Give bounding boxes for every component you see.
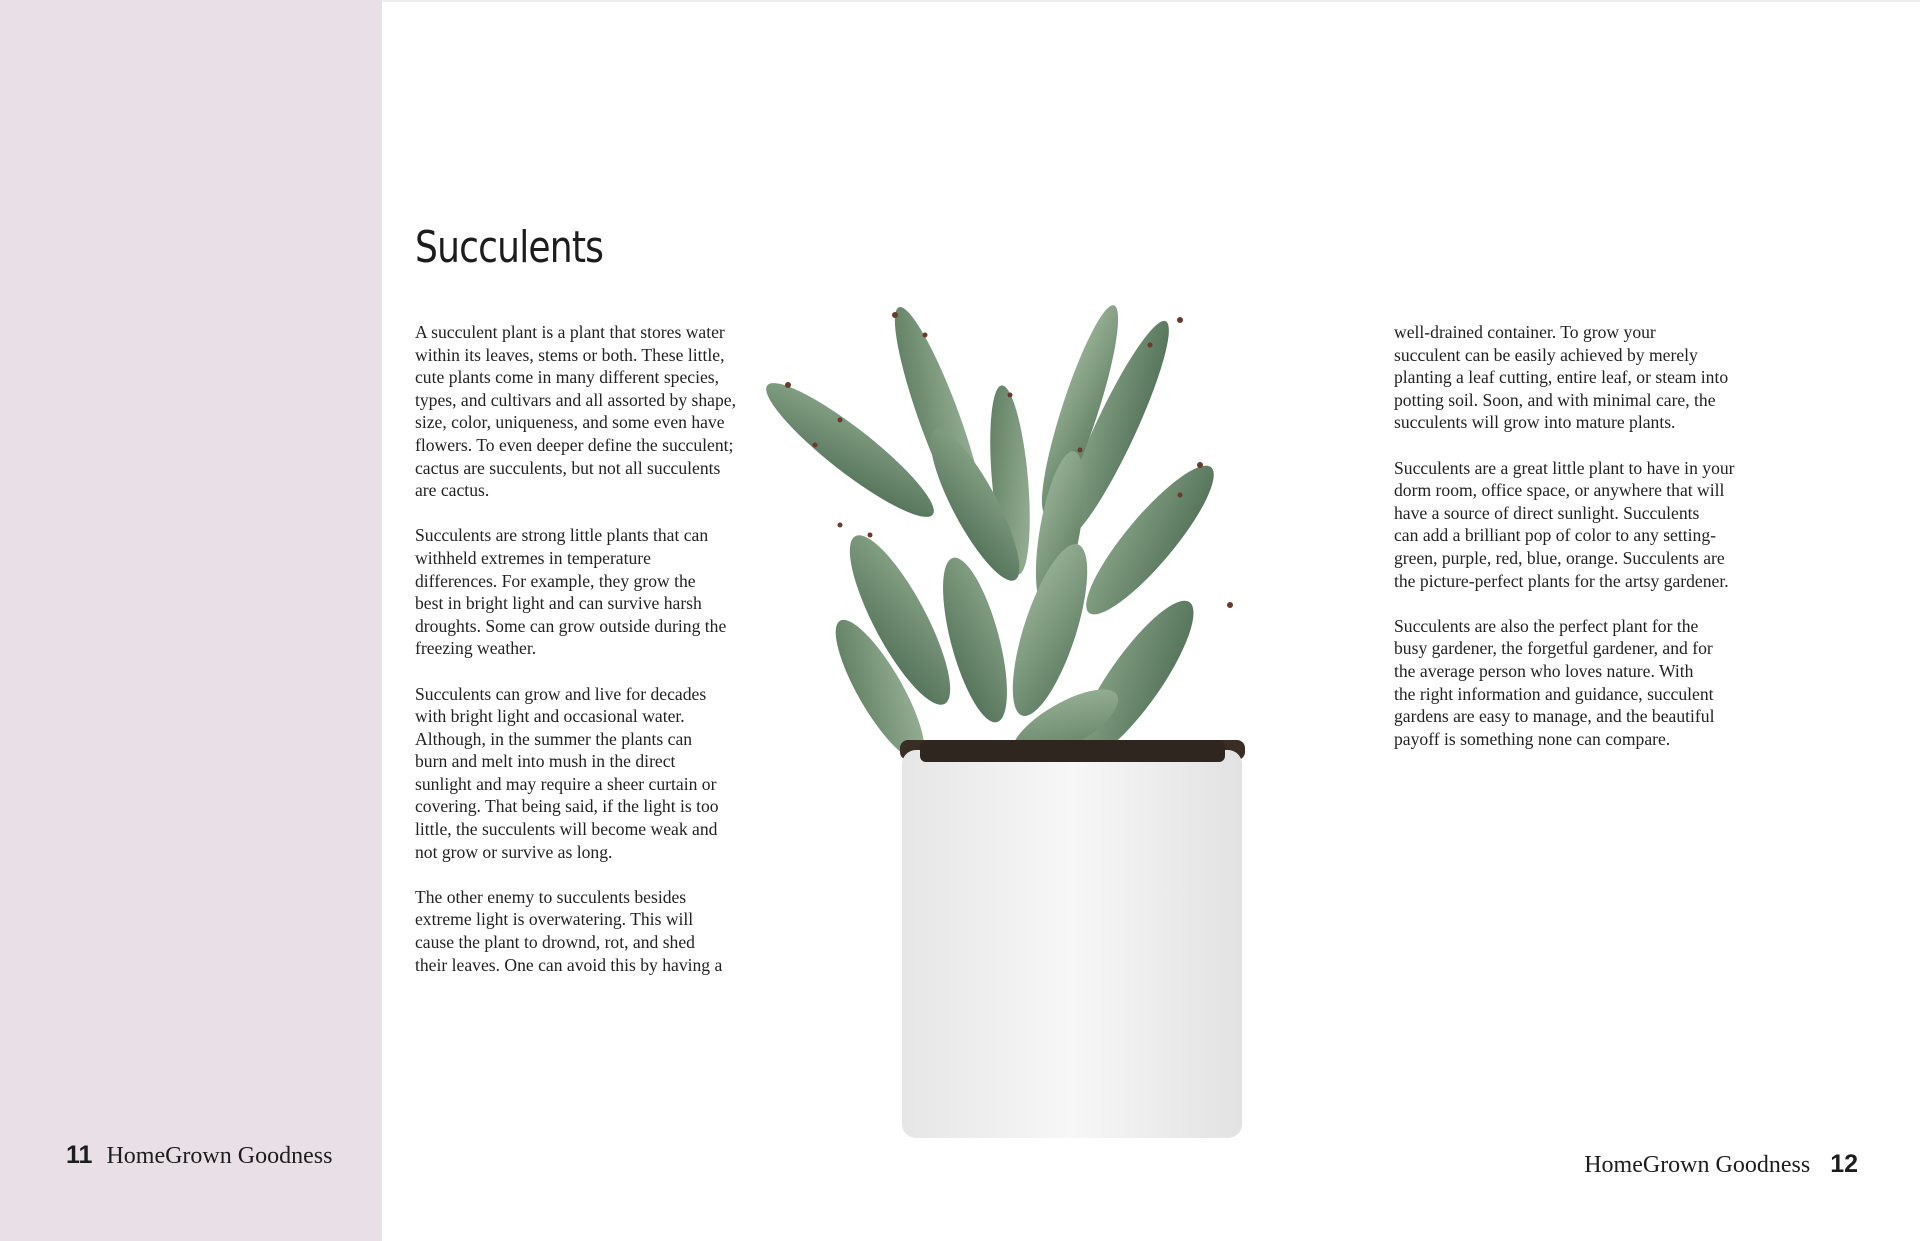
paragraph: Succulents are a great little plant to have in your dorm room, office space, or anywhere that will have a source of direct sunlight. Succulents can add a brilliant pop of color to any setting- green, purple, red, blue, orange. Succulents are the picture-perfect plants for the artsy gardener. xyxy=(1394,457,1735,591)
left-text-column xyxy=(415,321,760,999)
paragraph: Succulents are strong little plants that can withheld extremes in temperature differences. For example, they grow the best in bright light and can survive harsh droughts. Some can grow outside during the freezing weather. xyxy=(415,525,727,659)
left-page-sidebar xyxy=(0,0,382,1241)
publication-name: HomeGrown Goodness xyxy=(106,1143,333,1169)
white-square-pot xyxy=(900,740,1245,1138)
page-top-edge xyxy=(382,0,1920,2)
paragraph: Succulents are also the perfect plant for the busy gardener, the forgetful gardener, and for the average person who loves nature. With the right information and guidance, succulent gardens are easy to manage, and the beautiful payoff is something none can compare. xyxy=(1394,615,1715,749)
paragraph: The other enemy to succulents besides extreme light is overwatering. This will cause the plant to drownd, rot, and shed their leaves. One can avoid this by having a xyxy=(415,886,723,975)
page-number: 12 xyxy=(1830,1150,1858,1178)
paragraph: A succulent plant is a plant that stores water within its leaves, stems or both. These little, cute plants come in many different species, types, and cultivars and all assorted by shape, size, color, uniqueness, and some even have flowers. To even deeper define the succulent; cactus are succulents, but not all succulents are cactus. xyxy=(415,322,737,501)
succulent-photo xyxy=(760,300,1360,1140)
footer-left xyxy=(66,1141,332,1170)
publication-name: HomeGrown Goodness xyxy=(1584,1152,1811,1178)
paragraph: well-drained container. To grow your succulent can be easily achieved by merely planting a leaf cutting, entire leaf, or steam into potting soil. Soon, and with minimal care, the succulents will grow into mature plants. xyxy=(1394,322,1729,433)
paragraph: Succulents can grow and live for decades with bright light and occasional water. Although, in the summer the plants can burn and melt into mush in the direct sunlight and may require a sheer curtain or covering. That being said, if the light is too little, the succulents will become weak and not grow or survive as long. xyxy=(415,683,719,862)
page-number: 11 xyxy=(66,1141,93,1169)
leaves xyxy=(760,300,1229,774)
footer-right xyxy=(1584,1150,1858,1179)
right-text-column xyxy=(1394,321,1764,773)
page-title: Succulents xyxy=(415,222,604,273)
